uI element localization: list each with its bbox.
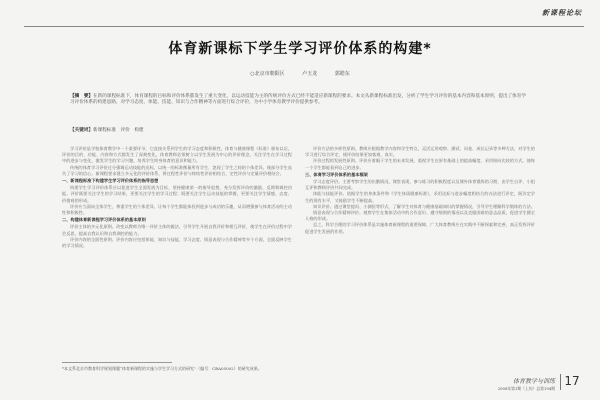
- body-column-right: [305, 146, 535, 356]
- footnote: *本文系北京市教育科学规划课题“体育新课程的实施与学生学习方式的研究”（编号：CBA05002）的研究成果。: [62, 366, 262, 371]
- body-paragraph: 评价主体的多元化原则。改变以教师为唯一评价主体的做法，引导学生开展自我评价和相互评价，使学生在评价过程中学会反思，提高自我认识和自我调控的能力。: [62, 224, 292, 236]
- footnote-rule: [62, 362, 172, 363]
- keywords: [70, 127, 526, 135]
- body-paragraph: 评价过程的发展性原则。评价应着眼于学生的未来发展，重视学生在原有基础上的提高幅度，采用纵向比较的方式，使每一个学生都能看到自己的进步。: [305, 158, 535, 170]
- author-name-1: 卢玉龙: [302, 71, 318, 77]
- author-line: [0, 70, 600, 77]
- body-paragraph: 知识评价。通过课堂提问、小测验等形式，了解学生对体育与健康基础知识的掌握情况，引导学生理解科学锻炼的方法。: [313, 203, 535, 209]
- body-paragraph: 评价应当面向全体学生，尊重学生的个体差异，让每个学生都能体验到进步与成功的乐趣，从而增强参与体育活动的主动性和积极性。: [62, 203, 292, 216]
- body-paragraph: 评价方法的多样性原则。教师应根据教学内容和学生特点，灵活运用观察、测试、问卷、成长记录等多种方法，对学生的学习进行综合评定，使评价结果更加客观、真实。: [305, 146, 535, 158]
- journal-name: 体育教学与训练: [512, 378, 555, 385]
- section-heading: 一、新课程标准下构建学生学习评价体系的指导思想: [62, 178, 159, 184]
- section-header-label: 新课程论坛: [542, 8, 582, 17]
- body-paragraph: 学习态度评价。主要考察学生的出勤情况、课堂表现、参与练习的积极程度以及课外体育锻炼的习惯，由学生自评、小组互评和教师评价共同完成。: [305, 179, 535, 191]
- body-paragraph: 评价内容的全面性原则。评价内容应包括体能、知识与技能、学习态度、情意表现与合作精神等多个方面，全面反映学生的学习情况。: [62, 236, 292, 249]
- section-heading: 二、构建体育新课程学习评价体系的基本原则: [62, 217, 146, 223]
- author-name-2: 郭皓东: [334, 71, 350, 77]
- page-number: 17: [560, 374, 583, 390]
- keywords-label: 【关键词】: [70, 128, 93, 133]
- article-title: 体育新课标下学生学习评价体系的构建*: [168, 41, 432, 57]
- body-column-left: [62, 146, 292, 356]
- author-affiliation: ○北京市朝阳区: [250, 71, 285, 77]
- issue-info: 2008年第1期（上旬）总第194期: [497, 386, 555, 391]
- abstract: [70, 94, 526, 124]
- body-paragraph: 传统的体育学习评价过分强调运动技能的达标，以统一的标准衡量所有学生，忽视了学生之间的个体差异，使部分学生丧失了学习的信心。新课程要求建立多元化的评价体系，将过程性评价与终结性评价相结合，定性评价与定量评价相结合。: [62, 164, 292, 176]
- abstract-text: 在新的课程标准下，体育课程的目标和评价体系都发生了重大变化，以运动技能为主的传统评价方式已经不能适应新课程的要求。本文从新课程标准出发，分析了学生学习评价的基本内容和基本原则，提出了体育学习评价体系的构建思路，对学习态度、体能、技能、知识与合作精神等方面进行综合评价，为中小学体育教学评价提供参考。: [70, 94, 526, 105]
- body-paragraph: 学习评价是学校体育教学中一个重要环节，它直接关系到学生的学习态度和积极性。体育与健康课程《标准》颁布以后，评价的目的、功能、内容和方式都发生了深刻变化，体育教师必须树立以学生发展为中心的评价理念，关注学生在学习过程中的进步与变化，激发学生的学习兴趣，培养学生终身体育的意识和能力。: [62, 146, 292, 164]
- body-paragraph: 体能与技能评价。依据学生的身体条件和《学生体质健康标准》，采用达标与进步幅度相结合的办法进行评定，既肯定学生的现有水平，又鼓励学生不断提高。: [305, 191, 535, 203]
- body-paragraph: 总之，科学合理的学习评价体系是实施体育新课程的重要保障，广大体育教师应在实践中不断探索和完善，真正发挥评价促进学生发展的作用。: [305, 222, 535, 234]
- body-paragraph: 构建学生学习评价体系应以促进学生全面发展为目标，坚持健康第一的指导思想，充分发挥评价的激励、反馈和调控功能。评价既要关注学生的学习结果，更要关注学生的学习过程；既要关注学生运动技能的掌握，更要关注学生情感、态度、价值观的形成。: [62, 185, 292, 203]
- header-rule: [24, 26, 584, 27]
- section-heading: 三、体育学习评价体系的基本框架: [305, 171, 368, 177]
- keywords-text: 新课程标准 评价 构建: [92, 128, 144, 133]
- abstract-label: 【摘 要】: [70, 94, 94, 99]
- body-paragraph: 情意表现与合作精神评价。观察学生在集体活动中的合作意识、遵守规则的情况以及克服困难的意志品质，促进学生健全人格的形成。: [305, 210, 535, 222]
